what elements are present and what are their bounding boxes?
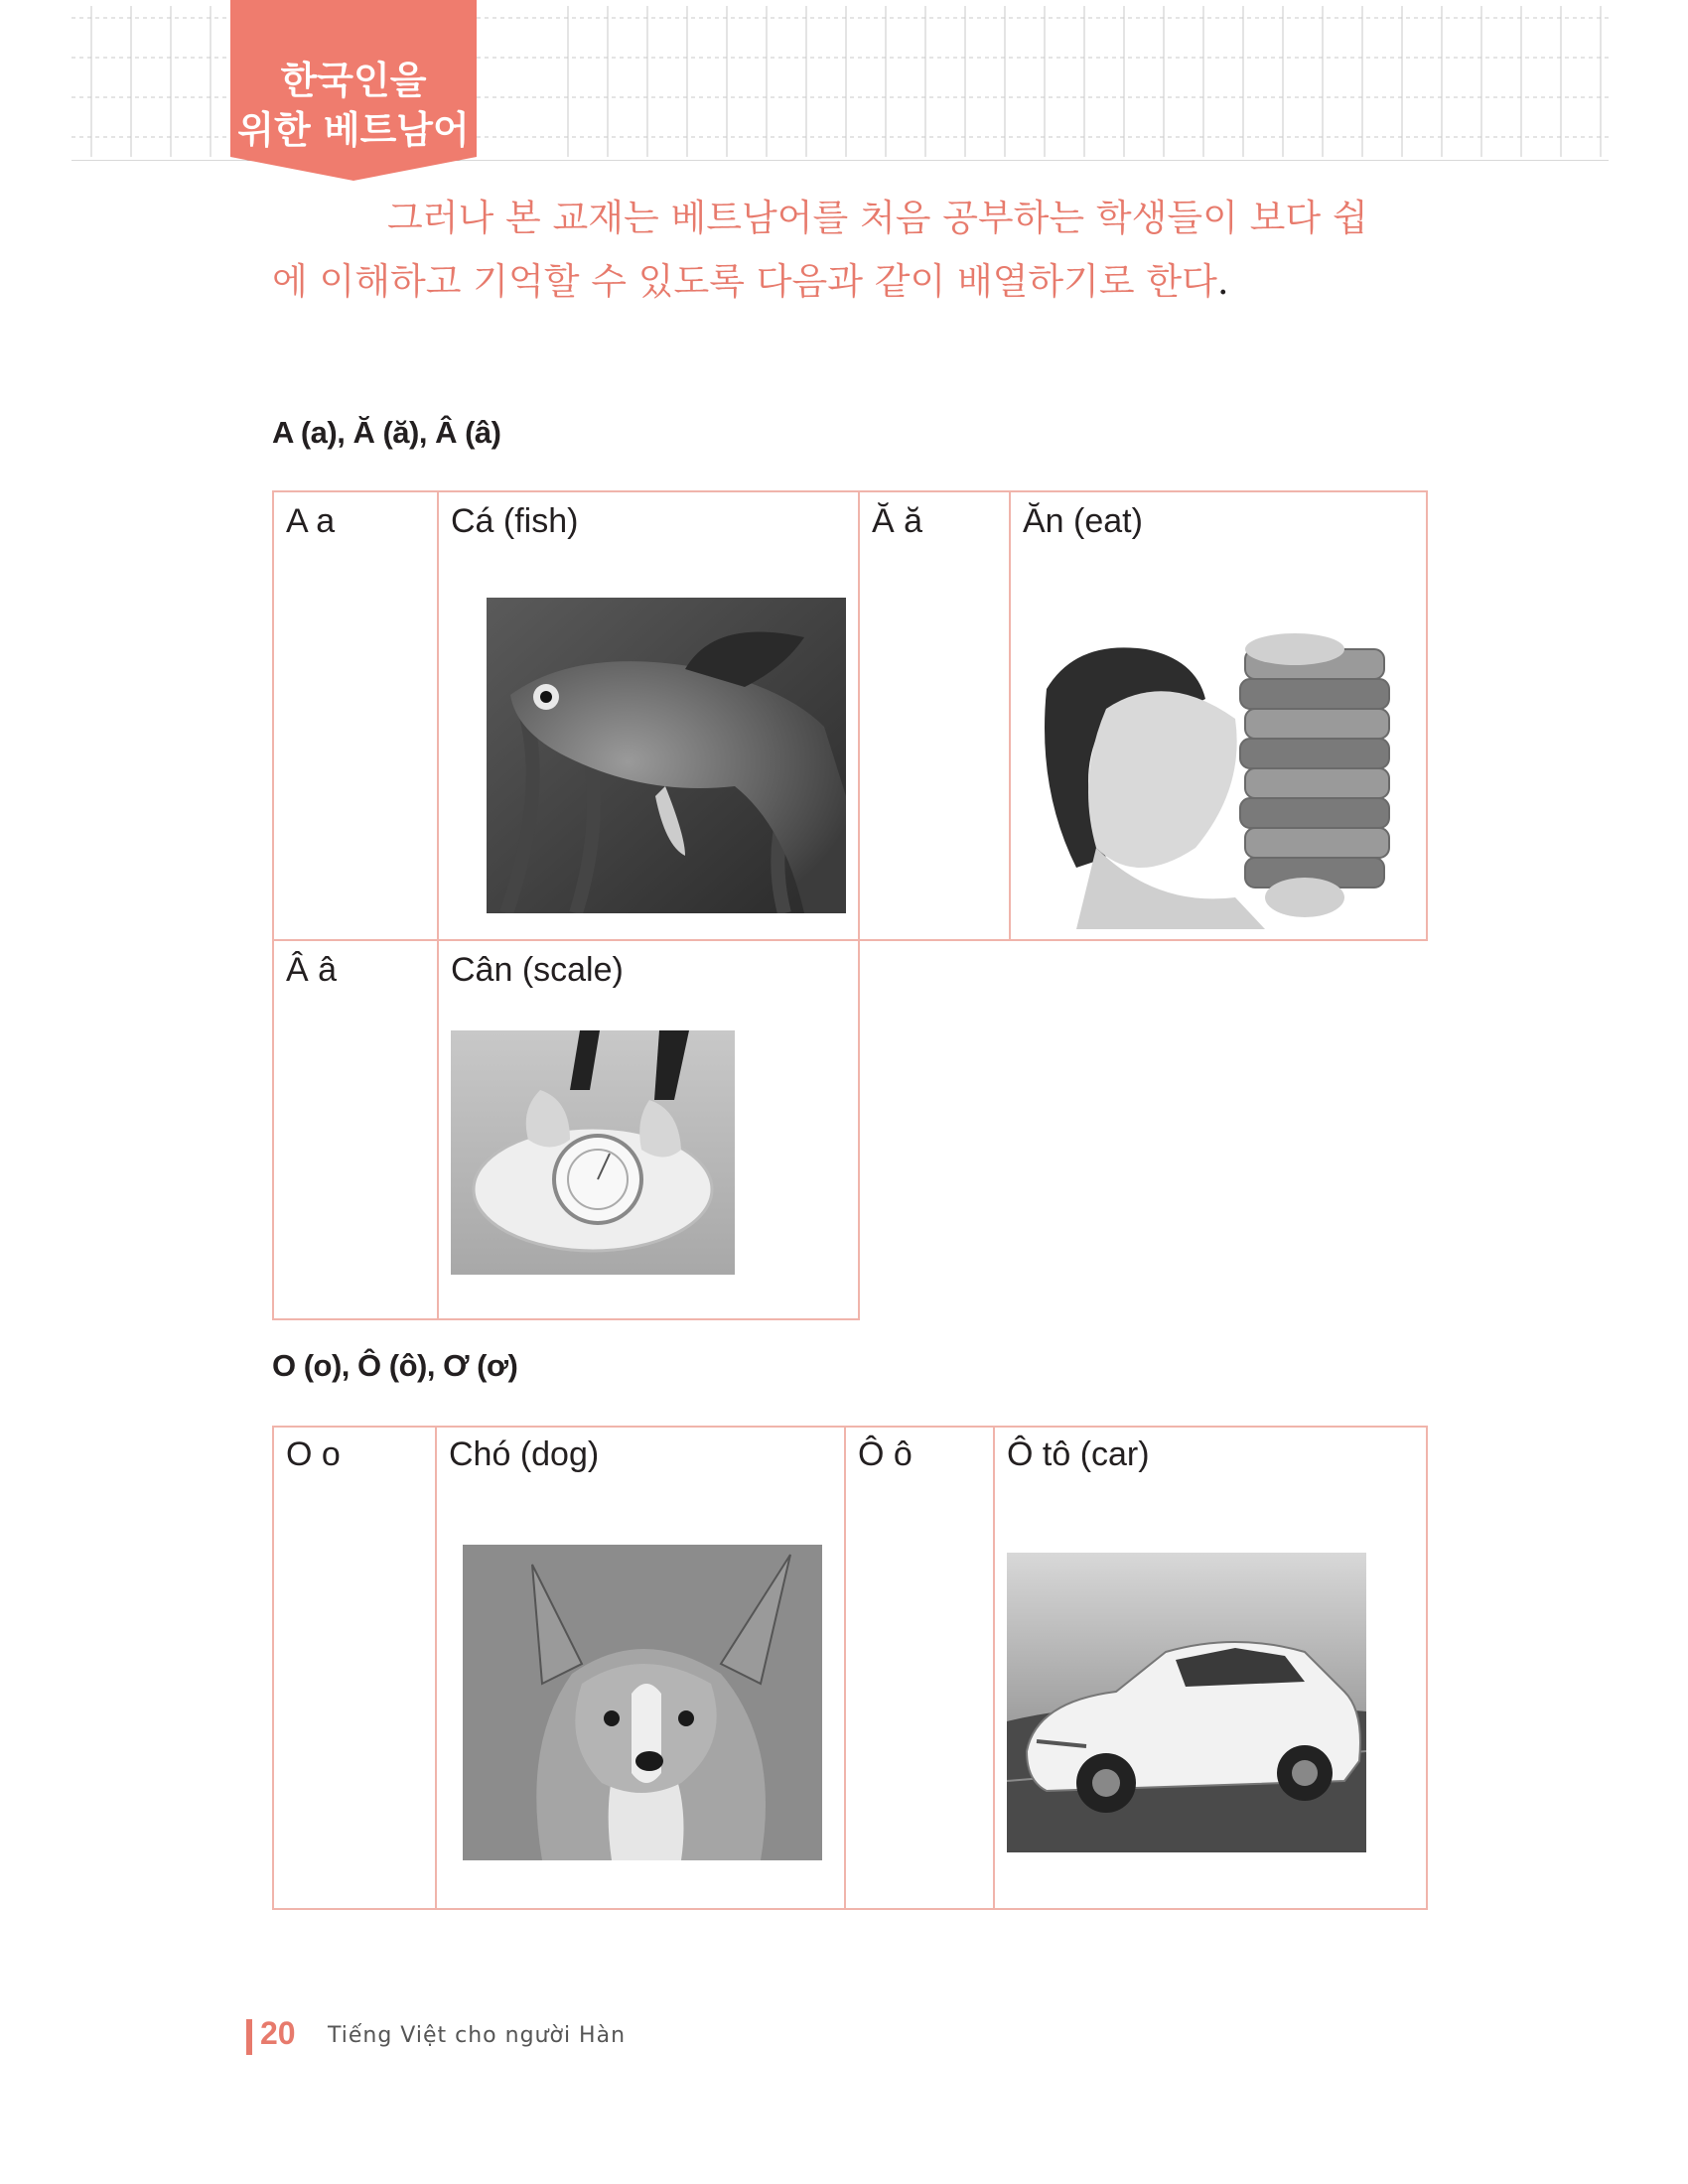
badge-line-1: 한국인을 <box>280 59 427 102</box>
letter-a: A a <box>286 502 336 540</box>
corgi-dog-photo <box>463 1545 822 1860</box>
footer-book-title: Tiếng Việt cho người Hàn <box>328 2023 627 2048</box>
word-o-to: Ô tô (car) <box>1007 1435 1150 1473</box>
letter-a-circumflex: Â â <box>286 951 338 989</box>
fish-photo <box>487 598 846 913</box>
intro-line-1: 그러나 본 교재는 베트남어를 처음 공부하는 학생들이 보다 쉽 <box>387 197 1368 239</box>
bathroom-scale-photo <box>451 1030 735 1275</box>
intro-line-2: 에 이해하고 기억할 수 있도록 다음과 같이 배열하기로 한다 <box>272 260 1217 303</box>
footer-accent-bar <box>246 2019 252 2055</box>
word-ca: Cá (fish) <box>451 502 579 540</box>
car-photo <box>1007 1553 1366 1852</box>
section-heading-a: A (a), Ă (ă), Â (â) <box>272 415 501 450</box>
section-heading-o: O (o), Ô (ô), Ơ (ơ) <box>272 1348 518 1383</box>
letter-a-breve: Ă ă <box>872 502 923 540</box>
letter-o-circumflex: Ô ô <box>858 1435 913 1473</box>
page-number: 20 <box>260 2015 296 2051</box>
chapter-badge <box>230 0 477 181</box>
intro-period: . <box>1216 260 1229 303</box>
badge-line-2: 위한 베트남어 <box>237 108 470 152</box>
word-cho: Chó (dog) <box>449 1435 600 1473</box>
word-can: Cân (scale) <box>451 951 624 989</box>
woman-eating-sandwich-photo <box>1037 629 1396 929</box>
word-an: Ăn (eat) <box>1023 502 1143 540</box>
intro-paragraph <box>272 187 1434 314</box>
letter-o: O o <box>286 1435 341 1473</box>
